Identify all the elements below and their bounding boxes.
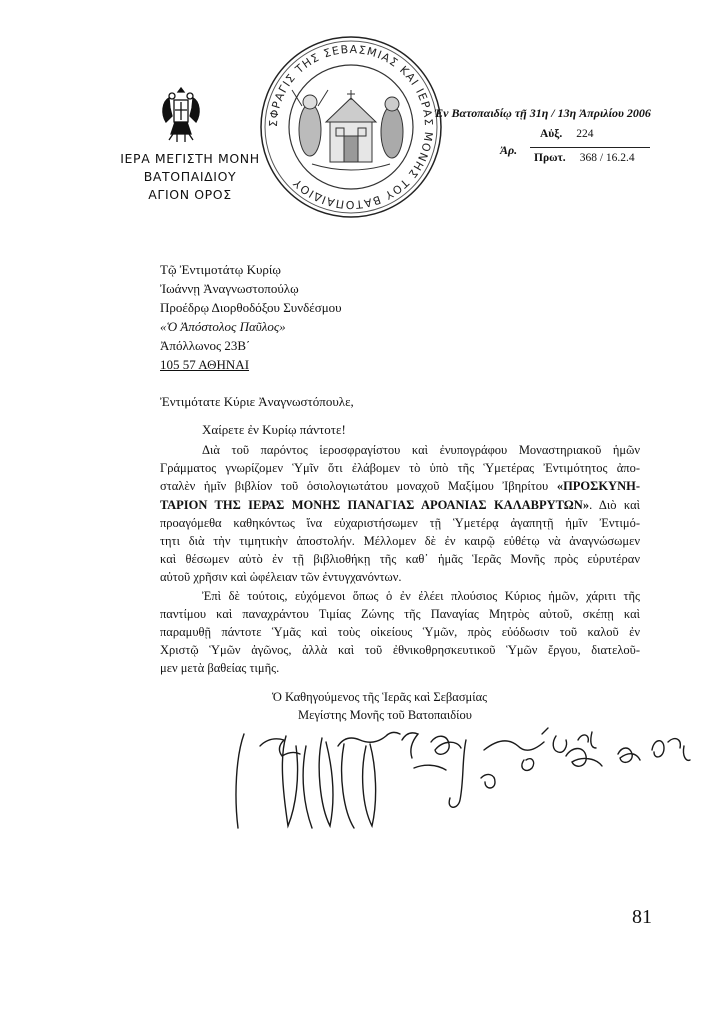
monastery-name-line: ΑΓΙΟΝ ΟΡΟΣ: [148, 187, 232, 202]
letter-body: [160, 441, 640, 678]
body-line-text: σταλὲν ἡμῖν βιβλίον τοῦ ὁσιολογιωτάτου μοναχοῦ Μαξίμου Ἰβηρίτου: [160, 479, 557, 494]
address-line: «Ὁ Ἀπόστολος Παῦλος»: [160, 319, 286, 334]
monastery-name-line: ΒΑΤΟΠΑΙΔΙΟΥ: [143, 169, 237, 184]
seal-inscription: ΣΦΡΑΓΙΣ ΤΗΣ ΣΕΒΑΣΜΙΑΣ ΚΑΙ ΙΕΡΑΣ ΜΟΝΗΣ ΤΟΥ ΒΑΤΟΠΑΙΔΙΟΥ: [266, 42, 436, 212]
book-title-part: ΤΑΡΙΟΝ ΤΗΣ ΙΕΡΑΣ ΜΟΝΗΣ ΠΑΝΑΓΙΑΣ ΑΡΟΑΝΙΑΣ ΚΑΛΑΒΡΥΤΩΝ»: [160, 497, 590, 512]
address-line: Τῷ Ἐντιμοτάτῳ Κυρίῳ: [160, 262, 281, 277]
address-line: 105 57 ΑΘΗΝΑΙ: [160, 357, 250, 372]
closing-title-line: Ὁ Καθηγούμενος τῆς Ἱερᾶς καὶ Σεβασμίας: [272, 690, 488, 704]
body-line: προαγόμεθα καθηκόντως ἵνα εὐχαριστήσωμεν τῇ Ὑμετέρᾳ ἀγαπητῇ ἡμῖν Ἐντιμό-: [160, 515, 640, 530]
address-line: Προέδρῳ Διορθοδόξου Συνδέσμου: [160, 300, 342, 315]
monastery-name-line: ΙΕΡΑ ΜΕΓΙΣΤΗ ΜΟΝΗ: [120, 151, 260, 166]
body-line-text: . Διὸ καὶ: [589, 497, 640, 512]
reference-aux-value: 224: [576, 128, 594, 140]
body-line: [160, 477, 640, 495]
reference-divider: [530, 147, 650, 148]
reference-protocol-row: [534, 152, 635, 164]
double-headed-eagle-icon: [158, 82, 204, 146]
handwritten-signature-icon: [226, 716, 696, 836]
book-title-part: «ΠΡΟΣΚΥΝΗ-: [556, 479, 640, 494]
monastery-seal-icon: [258, 34, 444, 220]
reference-protocol-value: 368 / 16.2.4: [579, 152, 635, 164]
body-line: Ἐπὶ δὲ τούτοις, εὐχόμενοι ὅπως ὁ ἐν ἐλέει πλούσιος Κύριος ἡμῶν, χάριτι τῆς: [202, 588, 640, 603]
monastery-name: [112, 150, 268, 204]
body-line: Γράμματος γνωρίζομεν Ὑμῖν ὅτι ἐλάβομεν τὸ ὑπὸ τῆς Ὑμετέρας Ἐντιμότητος ἀπο-: [160, 461, 640, 476]
reference-aux-row: [540, 128, 594, 140]
reference-aux-label: Αὐξ.: [540, 128, 563, 140]
reference-label: Ἀρ.: [500, 143, 518, 157]
address-line: Ἰωάννῃ Ἀναγνωστοπούλῳ: [160, 281, 299, 296]
body-line: καὶ θέσωμεν αὐτὸ ἐν τῇ βιβλιοθήκῃ τῆς καθ᾽ ἡμᾶς Ἱερᾶς Μονῆς πρὸς εὐρυτέραν: [160, 552, 640, 567]
reference-protocol-label: Πρωτ.: [534, 152, 566, 164]
body-line: Χριστῷ Ὑμῶν ἀγῶνος, ἀλλὰ καὶ τοῦ ἐθνικοθρησκευτικοῦ Ὑμῶν ἔργου, διατελοῦ-: [160, 643, 640, 658]
closing-title-line: Μεγίστης Μονῆς τοῦ Βατοπαιδίου: [298, 708, 472, 722]
recipient-address: [160, 260, 342, 374]
signature-text: Ἐφραὶμ καὶ οἱ σὺν ἐμοὶ ἐν Χριστῷ ἀδελφοί: [556, 728, 574, 729]
greeting: Χαίρετε ἐν Κυρίῳ πάντοτε!: [202, 422, 346, 437]
body-line: τητι διὰ τὴν τιμητικὴν ἀποστολήν. Μέλλομεν δὲ ἐν καιρῷ εὐθέτῳ νὰ ἀναγνώσωμεν: [160, 534, 640, 549]
body-line: παραμυθῇ πάντοτε Ὑμᾶς καὶ τοὺς οἰκείους Ὑμῶν, πρὸς εὐόδωσιν τοῦ καλοῦ ἐν: [160, 625, 640, 640]
address-line: Ἀπόλλωνος 23Β΄: [160, 338, 251, 353]
letter-date: Ἐν Βατοπαιδίῳ τῇ 31η / 13η Ἀπριλίου 2006: [434, 106, 651, 120]
body-line: Διὰ τοῦ παρόντος ἱεροσφραγίστου καὶ ἐνυπογράφου Μοναστηριακοῦ ἡμῶν: [202, 443, 640, 457]
body-line: αὐτοῦ χρῆσιν καὶ ὠφέλειαν τῶν ἐντυγχανόντων.: [160, 570, 402, 585]
body-line: [160, 496, 640, 514]
page-number: 81: [632, 906, 652, 928]
body-line: μεν μετὰ βαθείας τιμῆς.: [160, 661, 280, 676]
salutation: Ἐντιμότατε Κύριε Ἀναγνωστόπουλε,: [160, 394, 354, 409]
body-line: παντίμου καὶ παναχράντου Τιμίας Ζώνης τῆς Παναγίας Μητρὸς αὐτοῦ, σκέπῃ καὶ: [160, 606, 640, 621]
